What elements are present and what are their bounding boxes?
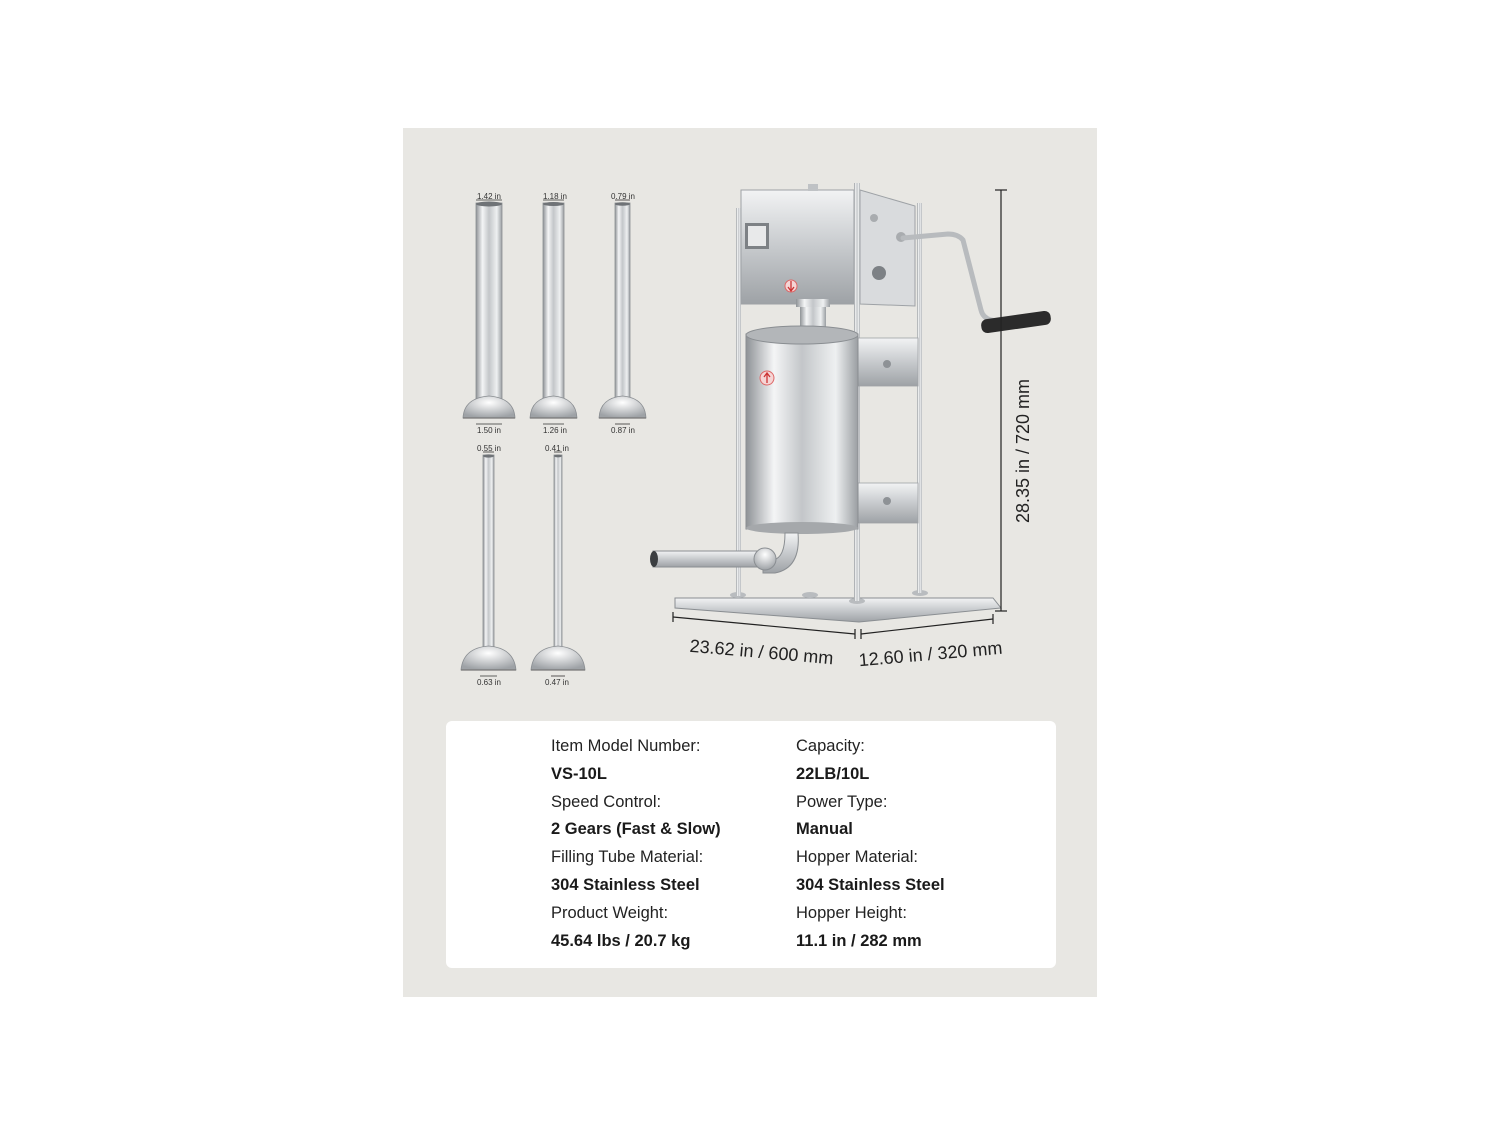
spec-value-hopper-material: 304 Stainless Steel — [796, 875, 945, 894]
filling-tube-4 — [461, 444, 516, 687]
height-label: 28.35 in / 720 mm — [1013, 378, 1033, 524]
spec-label-weight: Product Weight: — [551, 903, 669, 922]
product-info-panel — [403, 128, 1097, 997]
dimension-depth — [858, 614, 1003, 670]
tube-3-top-diameter: 0.79 in — [610, 192, 636, 201]
spec-label-power: Power Type: — [796, 792, 888, 811]
spec-value-speed: 2 Gears (Fast & Slow) — [551, 820, 721, 839]
spec-label-hopper-height: Hopper Height: — [796, 903, 907, 922]
tube-3-bottom-diameter: 0.87 in — [610, 426, 636, 435]
tube-2-bottom-diameter: 1.26 in — [542, 426, 568, 435]
tube-4-top-diameter: 0.55 in — [476, 444, 502, 453]
tube-4-bottom-diameter: 0.63 in — [476, 678, 502, 687]
spec-value-tube-material: 304 Stainless Steel — [551, 875, 700, 894]
spec-label-hopper-material: Hopper Material: — [796, 848, 918, 867]
spec-column-left — [551, 733, 721, 955]
width-label: 23.62 in / 600 mm — [688, 635, 835, 669]
depth-label: 12.60 in / 320 mm — [857, 637, 1004, 671]
sausage-stuffer — [650, 183, 1052, 622]
filling-tube-1 — [463, 192, 515, 435]
dimension-width — [673, 612, 855, 668]
spec-label-capacity: Capacity: — [796, 737, 865, 755]
spec-value-capacity: 22LB/10L — [796, 764, 870, 783]
product-illustration — [403, 128, 1097, 728]
spec-card — [446, 721, 1056, 968]
tube-5-bottom-diameter: 0.47 in — [544, 678, 570, 687]
spec-value-power: Manual — [796, 820, 853, 839]
filling-tube-2 — [530, 192, 577, 435]
filling-tube-5 — [531, 444, 585, 687]
spec-value-weight: 45.64 lbs / 20.7 kg — [551, 931, 691, 950]
tube-1-bottom-diameter: 1.50 in — [476, 426, 502, 435]
tube-2-top-diameter: 1.18 in — [542, 192, 568, 201]
spec-label-speed: Speed Control: — [551, 792, 662, 811]
filling-tube-3 — [599, 192, 646, 435]
spec-label-tube-material: Filling Tube Material: — [551, 848, 704, 867]
tube-5-top-diameter: 0.41 in — [544, 444, 570, 453]
tube-1-top-diameter: 1.42 in — [476, 192, 502, 201]
spec-label-model: Item Model Number: — [551, 737, 701, 755]
spec-column-right — [796, 733, 945, 955]
spec-value-hopper-height: 11.1 in / 282 mm — [796, 931, 922, 950]
dimension-height — [995, 190, 1033, 611]
spec-value-model: VS-10L — [551, 764, 607, 783]
